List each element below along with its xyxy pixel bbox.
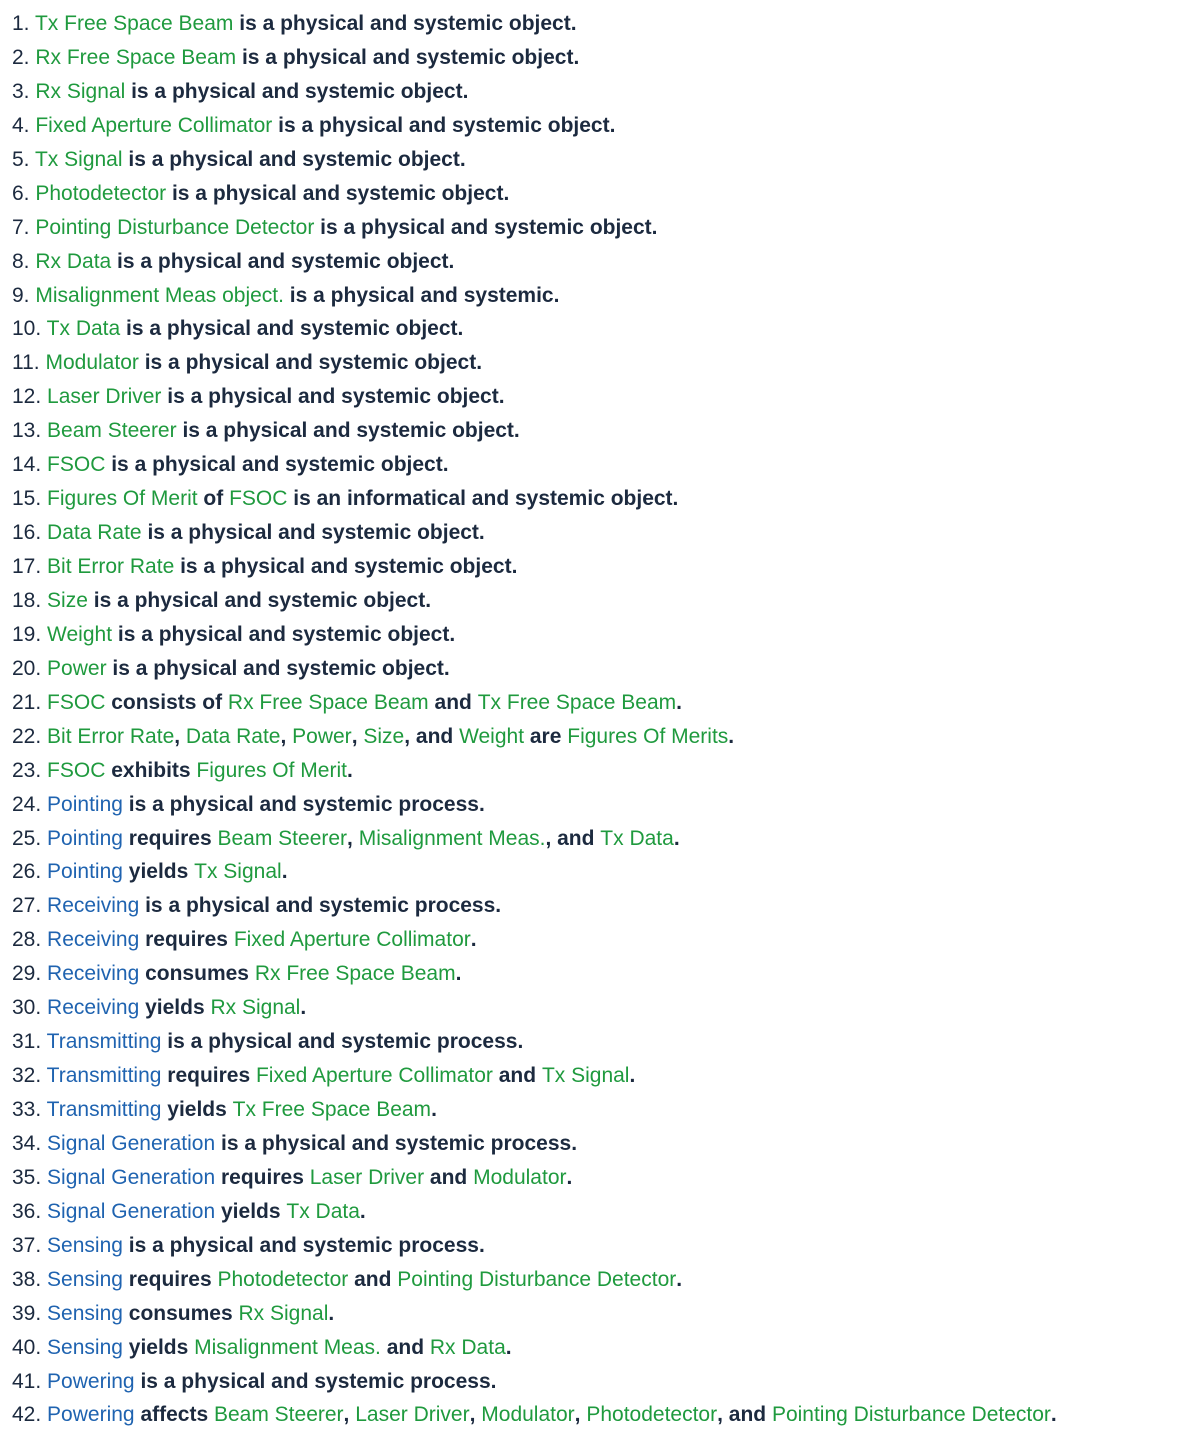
sentence-text: yields xyxy=(161,1098,233,1121)
sentence-number: 37. xyxy=(12,1233,42,1257)
object-link[interactable]: Fixed Aperture Collimator xyxy=(35,113,273,137)
sentence-number: 40. xyxy=(12,1335,42,1359)
opl-sentence xyxy=(12,991,1057,1025)
sentence-text: and xyxy=(380,1335,430,1359)
object-link[interactable]: Bit Error Rate xyxy=(47,555,175,578)
object-link[interactable]: Modulator xyxy=(481,1403,575,1427)
sentence-number: 22. xyxy=(12,724,42,748)
sentence-text: . xyxy=(505,1335,512,1359)
object-link[interactable]: FSOC xyxy=(47,758,106,782)
sentence-text: is a physical and systemic object. xyxy=(176,419,520,443)
process-link[interactable]: Signal Generation xyxy=(47,1165,216,1189)
sentence-text: yields xyxy=(122,1335,195,1359)
object-link[interactable]: Rx Data xyxy=(35,249,112,273)
object-link[interactable]: Tx Data xyxy=(286,1199,360,1223)
sentence-text: . xyxy=(676,1267,683,1291)
sentence-number: 23. xyxy=(12,758,42,782)
opl-sentence xyxy=(12,652,1057,686)
object-link[interactable]: Beam Steerer xyxy=(217,826,348,850)
process-link[interactable]: Transmitting xyxy=(46,1064,162,1088)
sentence-text: is a physical and systemic process. xyxy=(215,1131,578,1155)
opl-sentence xyxy=(12,245,1057,279)
sentence-number: 29. xyxy=(12,962,42,986)
sentence-text: . xyxy=(328,1301,335,1325)
sentence-text: , xyxy=(351,724,364,748)
sentence-text: is a physical and systemic object. xyxy=(120,317,464,341)
sentence-number: 36. xyxy=(12,1199,42,1223)
object-link[interactable]: Pointing Disturbance Detector xyxy=(771,1403,1051,1427)
process-link[interactable]: Transmitting xyxy=(46,1030,162,1054)
sentence-text: consumes xyxy=(139,962,255,986)
object-link[interactable]: Weight xyxy=(47,622,113,646)
object-link[interactable]: Size xyxy=(363,724,405,748)
opl-sentence xyxy=(12,584,1057,618)
sentence-number: 11. xyxy=(12,351,40,375)
opl-sentence xyxy=(12,1365,1057,1399)
sentence-number: 42. xyxy=(12,1403,42,1427)
sentence-text: . xyxy=(629,1064,636,1088)
opl-sentence xyxy=(12,380,1057,414)
sentence-number: 41. xyxy=(12,1369,42,1393)
object-link[interactable]: Photodetector xyxy=(586,1403,718,1427)
sentence-text: , xyxy=(469,1403,482,1427)
object-link[interactable]: Data Rate xyxy=(185,724,281,748)
sentence-text: is a physical and systemic object. xyxy=(174,555,518,578)
process-link[interactable]: Pointing xyxy=(47,792,123,816)
sentence-number: 15. xyxy=(12,487,42,511)
sentence-text: , and xyxy=(545,826,601,850)
sentence-text: requires xyxy=(122,1267,218,1291)
object-link[interactable]: Tx Free Space Beam xyxy=(34,12,234,35)
opl-sentence xyxy=(12,448,1057,482)
sentence-number: 21. xyxy=(12,690,42,714)
sentence-number: 31. xyxy=(12,1030,42,1054)
sentence-number: 18. xyxy=(12,588,42,612)
sentence-number: 30. xyxy=(12,996,42,1020)
sentence-text: , xyxy=(280,724,293,748)
object-link[interactable]: Power xyxy=(47,656,107,680)
sentence-number: 10. xyxy=(12,317,42,341)
object-link[interactable]: Tx Signal xyxy=(194,860,282,884)
sentence-text: is a physical and systemic. xyxy=(283,283,560,307)
process-link[interactable]: Pointing xyxy=(47,826,123,850)
sentence-text: is a physical and systemic object. xyxy=(166,181,510,205)
sentence-number: 17. xyxy=(12,555,42,578)
sentence-number: 28. xyxy=(12,928,42,952)
opl-sentence xyxy=(12,1263,1057,1297)
opl-sentence xyxy=(12,788,1057,822)
object-link[interactable]: Fixed Aperture Collimator xyxy=(255,1064,493,1088)
object-link[interactable]: Modulator xyxy=(473,1165,567,1189)
object-link[interactable]: Rx Signal xyxy=(35,79,126,103)
object-link[interactable]: Tx Signal xyxy=(541,1064,630,1088)
opl-sentence xyxy=(12,957,1057,991)
opl-sentence xyxy=(12,177,1057,211)
sentence-text: is a physical and systemic object. xyxy=(314,215,658,239)
object-link[interactable]: Modulator xyxy=(45,351,139,375)
opl-sentence xyxy=(12,516,1057,550)
opl-sentence-list xyxy=(12,7,1057,1432)
opl-sentence xyxy=(12,1195,1057,1229)
sentence-text: is a physical and systemic object. xyxy=(122,147,466,171)
opl-sentence xyxy=(12,75,1057,109)
process-link[interactable]: Sensing xyxy=(47,1301,123,1325)
object-link[interactable]: Data Rate xyxy=(47,521,142,545)
sentence-number: 25. xyxy=(12,826,42,850)
sentence-text: is a physical and systemic object. xyxy=(111,249,455,273)
object-link[interactable]: Laser Driver xyxy=(47,385,162,409)
sentence-text: requires xyxy=(139,928,234,952)
object-link[interactable]: Misalignment Meas. xyxy=(194,1335,381,1359)
sentence-number: 24. xyxy=(12,792,42,816)
object-link[interactable]: Fixed Aperture Collimator xyxy=(233,928,471,952)
object-link[interactable]: Power xyxy=(292,724,352,748)
object-link[interactable]: Beam Steerer xyxy=(213,1403,344,1427)
sentence-text: . xyxy=(455,962,462,986)
process-link[interactable]: Sensing xyxy=(47,1335,123,1359)
sentence-text: exhibits xyxy=(105,758,197,782)
sentence-number: 26. xyxy=(12,860,42,884)
sentence-number: 35. xyxy=(12,1165,42,1189)
opl-sentence xyxy=(12,1229,1057,1263)
sentence-text: is a physical and systemic object. xyxy=(233,12,577,35)
process-link[interactable]: Pointing xyxy=(47,860,123,884)
object-link[interactable]: Figures Of Merits xyxy=(567,724,729,748)
opl-sentence xyxy=(12,720,1057,754)
sentence-text: consumes xyxy=(122,1301,239,1325)
process-link[interactable]: Signal Generation xyxy=(47,1199,216,1223)
sentence-number: 9. xyxy=(12,283,30,307)
opl-sentence xyxy=(12,1161,1057,1195)
process-link[interactable]: Sensing xyxy=(47,1267,123,1291)
sentence-number: 19. xyxy=(12,622,42,646)
opl-sentence xyxy=(12,923,1057,957)
opl-sentence xyxy=(12,889,1057,923)
sentence-text: . xyxy=(1050,1403,1057,1427)
object-link[interactable]: FSOC xyxy=(229,487,288,511)
sentence-number: 8. xyxy=(12,249,30,273)
process-link[interactable]: Signal Generation xyxy=(47,1131,216,1155)
object-link[interactable]: Bit Error Rate xyxy=(47,724,175,748)
sentence-number: 12. xyxy=(12,385,42,409)
object-link[interactable]: Pointing Disturbance Detector xyxy=(397,1267,677,1291)
opl-sentence xyxy=(12,822,1057,856)
object-link[interactable]: Tx Free Space Beam xyxy=(232,1098,432,1121)
sentence-text: yields xyxy=(215,1199,287,1223)
sentence-number: 7. xyxy=(12,215,30,239)
object-link[interactable]: Figures Of Merit xyxy=(47,487,198,511)
opl-sentence xyxy=(12,1093,1057,1127)
object-link[interactable]: Size xyxy=(47,588,88,612)
process-link[interactable]: Powering xyxy=(47,1403,135,1427)
sentence-number: 33. xyxy=(12,1098,42,1121)
sentence-number: 38. xyxy=(12,1267,42,1291)
opl-sentence xyxy=(12,686,1057,720)
opl-sentence xyxy=(12,414,1057,448)
sentence-number: 2. xyxy=(12,45,30,69)
sentence-text: is a physical and systemic object. xyxy=(138,351,483,375)
sentence-number: 4. xyxy=(12,113,30,137)
object-link[interactable]: Tx Data xyxy=(46,317,121,341)
sentence-text: is a physical and systemic object. xyxy=(106,656,450,680)
opl-sentence xyxy=(12,1025,1057,1059)
object-link[interactable]: Misalignment Meas. xyxy=(358,826,546,850)
object-link[interactable]: Photodetector xyxy=(217,1267,349,1291)
object-link[interactable]: Pointing Disturbance Detector xyxy=(35,215,315,239)
object-link[interactable]: Rx Data xyxy=(429,1335,506,1359)
opl-sentence xyxy=(12,279,1057,313)
sentence-text: is a physical and systemic process. xyxy=(161,1030,524,1054)
sentence-text: . xyxy=(673,826,680,850)
opl-sentence xyxy=(12,211,1057,245)
object-link[interactable]: Figures Of Merit xyxy=(196,758,347,782)
object-link[interactable]: Rx Free Space Beam xyxy=(227,690,429,714)
opl-sentence xyxy=(12,1331,1057,1365)
object-link[interactable]: Misalignment Meas object. xyxy=(35,283,284,307)
object-link[interactable]: FSOC xyxy=(47,690,106,714)
sentence-number: 14. xyxy=(12,453,42,477)
opl-sentence xyxy=(12,1297,1057,1331)
sentence-text: . xyxy=(566,1165,573,1189)
opl-sentence xyxy=(12,109,1057,143)
sentence-text: is a physical and systemic object. xyxy=(272,113,616,137)
object-link[interactable]: Photodetector xyxy=(35,181,167,205)
opl-sentence xyxy=(12,482,1057,516)
sentence-number: 20. xyxy=(12,656,42,680)
sentence-text: is a physical and systemic process. xyxy=(134,1369,497,1393)
sentence-text: affects xyxy=(134,1403,214,1427)
opl-sentence xyxy=(12,550,1057,584)
opl-sentence xyxy=(12,1127,1057,1161)
sentence-number: 16. xyxy=(12,521,42,545)
sentence-number: 32. xyxy=(12,1064,42,1088)
sentence-text: , xyxy=(574,1403,587,1427)
sentence-text: of xyxy=(197,487,230,511)
sentence-text: , and xyxy=(404,724,460,748)
sentence-text: is a physical and systemic object. xyxy=(112,622,456,646)
sentence-text: , xyxy=(343,1403,356,1427)
sentence-text: . xyxy=(359,1199,366,1223)
sentence-text: yields xyxy=(122,860,195,884)
process-link[interactable]: Receiving xyxy=(47,894,140,918)
sentence-text: is a physical and systemic object. xyxy=(161,385,505,409)
sentence-text: is a physical and systemic object. xyxy=(141,521,485,545)
sentence-text: is a physical and systemic process. xyxy=(122,1233,485,1257)
process-link[interactable]: Sensing xyxy=(47,1233,123,1257)
sentence-text: is a physical and systemic object. xyxy=(87,588,432,612)
sentence-number: 34. xyxy=(12,1131,42,1155)
object-link[interactable]: Rx Free Space Beam xyxy=(35,45,237,69)
sentence-text: . xyxy=(300,996,307,1020)
sentence-number: 6. xyxy=(12,181,30,205)
sentence-text: requires xyxy=(215,1165,310,1189)
sentence-text: is a physical and systemic process. xyxy=(122,792,485,816)
opl-sentence xyxy=(12,7,1057,41)
process-link[interactable]: Receiving xyxy=(47,928,140,952)
sentence-text: and xyxy=(348,1267,398,1291)
opl-sentence xyxy=(12,754,1057,788)
sentence-text: . xyxy=(281,860,288,884)
sentence-text: is a physical and systemic object. xyxy=(105,453,449,477)
sentence-text: yields xyxy=(139,996,211,1020)
sentence-text: and xyxy=(424,1165,474,1189)
object-link[interactable]: Laser Driver xyxy=(309,1165,425,1189)
sentence-number: 3. xyxy=(12,79,30,103)
process-link[interactable]: Receiving xyxy=(47,962,140,986)
sentence-text: requires xyxy=(161,1064,256,1088)
sentence-text: requires xyxy=(122,826,218,850)
object-link[interactable]: Weight xyxy=(459,724,525,748)
sentence-number: 39. xyxy=(12,1301,42,1325)
object-link[interactable]: Rx Free Space Beam xyxy=(254,962,456,986)
sentence-text: is a physical and systemic object. xyxy=(236,45,580,69)
object-link[interactable]: Laser Driver xyxy=(355,1403,470,1427)
opl-sentence xyxy=(12,143,1057,177)
object-link[interactable]: Tx Data xyxy=(600,826,674,850)
sentence-text: consists of xyxy=(105,690,228,714)
object-link[interactable]: FSOC xyxy=(47,453,106,477)
sentence-number: 27. xyxy=(12,894,42,918)
sentence-text: . xyxy=(728,724,735,748)
sentence-number: 5. xyxy=(12,147,30,171)
sentence-text: and xyxy=(492,1064,542,1088)
sentence-text: and xyxy=(428,690,478,714)
sentence-number: 13. xyxy=(12,419,42,443)
sentence-text: , xyxy=(174,724,186,748)
object-link[interactable]: Beam Steerer xyxy=(47,419,177,443)
object-link[interactable]: Rx Signal xyxy=(238,1301,329,1325)
opl-sentence xyxy=(12,1398,1057,1432)
opl-sentence xyxy=(12,312,1057,346)
opl-sentence xyxy=(12,618,1057,652)
opl-sentence xyxy=(12,855,1057,889)
sentence-text: are xyxy=(524,724,568,748)
opl-sentence xyxy=(12,1059,1057,1093)
sentence-text: , and xyxy=(717,1403,772,1427)
sentence-text: , xyxy=(347,826,359,850)
object-link[interactable]: Tx Free Space Beam xyxy=(477,690,677,714)
sentence-text: is a physical and systemic object. xyxy=(125,79,469,103)
opl-sentence xyxy=(12,346,1057,380)
object-link[interactable]: Tx Signal xyxy=(34,147,123,171)
process-link[interactable]: Transmitting xyxy=(46,1098,162,1121)
sentence-number: 1. xyxy=(12,12,30,35)
sentence-text: . xyxy=(431,1098,437,1121)
process-link[interactable]: Receiving xyxy=(47,996,140,1020)
sentence-text: . xyxy=(676,690,682,714)
sentence-text: is an informatical and systemic object. xyxy=(287,487,679,511)
process-link[interactable]: Powering xyxy=(47,1369,135,1393)
sentence-text: . xyxy=(470,928,477,952)
sentence-text: is a physical and systemic process. xyxy=(139,894,502,918)
object-link[interactable]: Rx Signal xyxy=(210,996,301,1020)
opl-sentence xyxy=(12,41,1057,75)
sentence-text: . xyxy=(346,758,353,782)
